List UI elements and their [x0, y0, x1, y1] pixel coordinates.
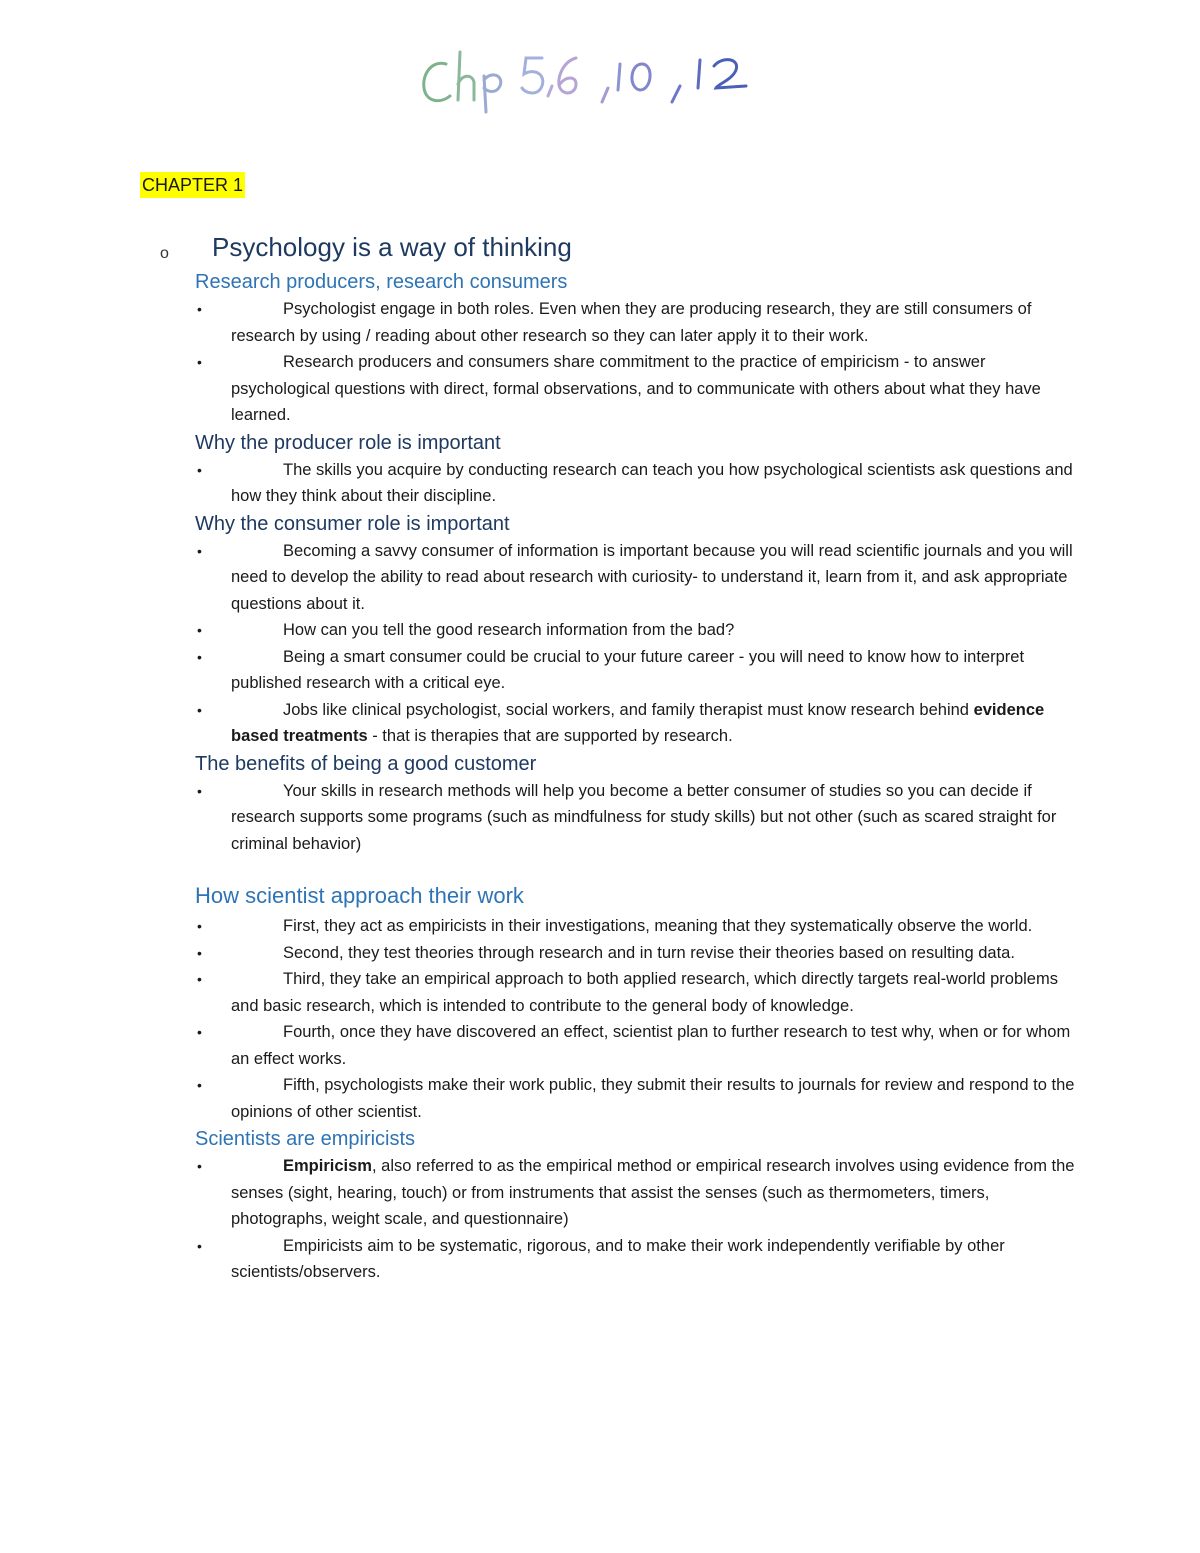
- list-item: • How can you tell the good research information from the bad?: [195, 617, 1075, 644]
- bullet-icon: •: [197, 782, 202, 799]
- section-heading: How scientist approach their work: [195, 883, 524, 908]
- notes-content: [195, 268, 1075, 1286]
- bullet-icon: •: [197, 944, 202, 961]
- circle-bullet: o: [160, 245, 169, 262]
- bullet-list: [195, 457, 1075, 510]
- chapter-label: CHAPTER 1: [140, 172, 245, 198]
- list-item: • First, they act as empiricists in their investigations, meaning that they systematically observe the world.: [195, 913, 1075, 940]
- bullet-icon: •: [197, 1077, 202, 1093]
- section-heading: Why the producer role is important: [195, 431, 501, 454]
- handwritten-title: [418, 46, 778, 116]
- bullet-list: [195, 1153, 1075, 1286]
- bullet-list: [195, 913, 1075, 1125]
- list-item: • Empiricism, also referred to as the empirical method or empirical research involves using evidence from the senses (sight, hearing, touch) or from instruments that assist the senses (such as thermometers, timers, photographs, weight scale, and questionnaire): [195, 1153, 1075, 1233]
- list-item: • Becoming a savvy consumer of information is important because you will read scientific journals and you will need to develop the ability to read about research with curiosity- to understand it, learn from it, and ask appropriate questions about it.: [195, 538, 1075, 618]
- bold-term: evidence based treatments: [231, 700, 1045, 745]
- bullet-icon: •: [197, 461, 202, 478]
- bullet-list: [195, 778, 1075, 858]
- bullet-icon: •: [197, 701, 202, 718]
- main-heading-text: Psychology is a way of thinking: [212, 232, 572, 262]
- section-heading: Research producers, research consumers: [195, 271, 568, 293]
- list-item: • Psychologist engage in both roles. Even when they are producing research, they are still consumers of research by using / reading about other research so they can later apply it to their work.: [195, 296, 1075, 349]
- list-item: • Fifth, psychologists make their work public, they submit their results to journals for review and respond to the opinions of other scientist.: [195, 1072, 1075, 1125]
- list-item: • The skills you acquire by conducting research can teach you how psychological scientists ask questions and how they think about their discipline.: [195, 457, 1075, 510]
- list-item: • Research producers and consumers share commitment to the practice of empiricism - to answer psychological questions with direct, formal observations, and to communicate with others about what they have learned.: [195, 349, 1075, 429]
- bullet-icon: •: [197, 1158, 202, 1174]
- list-item: • Second, they test theories through research and in turn revise their theories based on resulting data.: [195, 940, 1075, 967]
- bold-term: Empiricism: [283, 1157, 372, 1175]
- bullet-list: [195, 296, 1075, 429]
- bullet-icon: •: [197, 301, 202, 317]
- bullet-icon: •: [197, 971, 202, 987]
- bullet-list: [195, 538, 1075, 750]
- handwritten-title-drawing: [418, 46, 778, 116]
- section-heading: Scientists are empiricists: [195, 1128, 416, 1150]
- bullet-icon: •: [197, 1237, 202, 1254]
- bullet-icon: •: [197, 354, 202, 370]
- bullet-icon: •: [197, 1024, 202, 1040]
- bullet-icon: •: [197, 542, 202, 559]
- bullet-icon: •: [197, 648, 202, 665]
- list-item: • Third, they take an empirical approach to both applied research, which directly targets real-world problems and basic research, which is intended to contribute to the general body of knowledge.: [195, 966, 1075, 1019]
- list-item: • Empiricists aim to be systematic, rigorous, and to make their work independently verifiable by other scientists/observers.: [195, 1233, 1075, 1286]
- list-item: • Fourth, once they have discovered an effect, scientist plan to further research to test why, when or for whom an effect works.: [195, 1019, 1075, 1072]
- section-heading: The benefits of being a good customer: [195, 752, 537, 775]
- bullet-icon: •: [197, 918, 202, 934]
- list-item: • Jobs like clinical psychologist, social workers, and family therapist must know research behind evidence based treatments - that is therapies that are supported by research.: [195, 697, 1075, 750]
- section-heading: Why the consumer role is important: [195, 512, 510, 535]
- bullet-icon: •: [197, 622, 202, 638]
- list-item: • Being a smart consumer could be crucial to your future career - you will need to know how to interpret published research with a critical eye.: [195, 644, 1075, 697]
- list-item: • Your skills in research methods will help you become a better consumer of studies so you can decide if research supports some programs (such as mindfulness for study skills) but not other (such as scared straight for criminal behavior): [195, 778, 1075, 858]
